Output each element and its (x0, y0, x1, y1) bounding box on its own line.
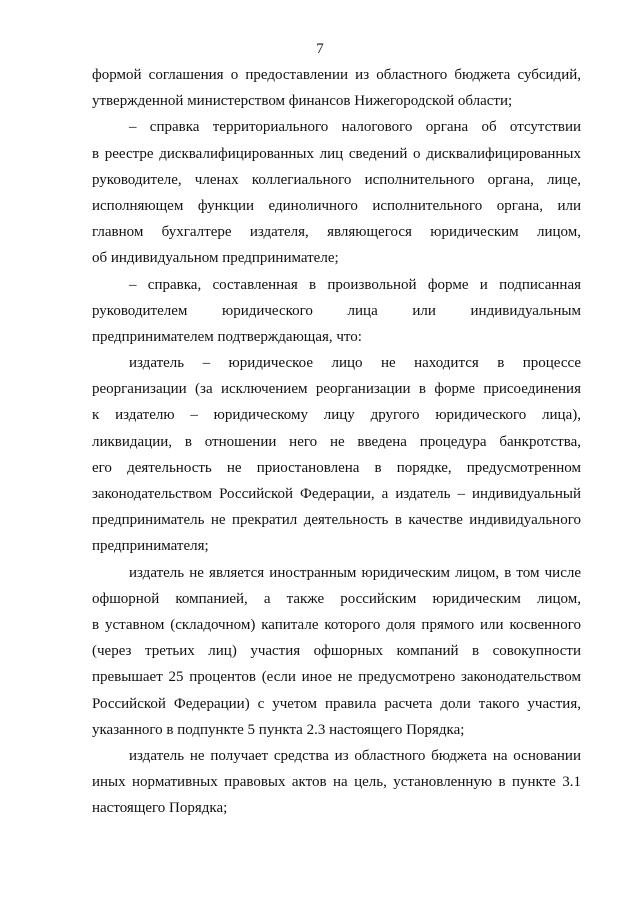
text-line: превышает 25 процентов (если иное не предусмотрено законодательством (92, 669, 581, 686)
text-line: в реестре дисквалифицированных лиц сведений о дисквалифицированных (92, 145, 581, 162)
text-line: – справка территориального налогового органа об отсутствии (129, 119, 581, 136)
text-line: издатель – юридическое лицо не находится в процессе (129, 355, 581, 372)
text-line: его деятельность не приостановлена в порядке, предусмотренном (92, 459, 581, 476)
text-line: ликвидации, в отношении него не введена процедура банкротства, (92, 433, 581, 450)
text-line: настоящего Порядка; (92, 800, 228, 817)
text-line: предприниматель не прекратил деятельность в качестве индивидуального (92, 512, 581, 529)
text-line: предпринимателя; (92, 538, 209, 555)
text-line: в уставном (складочном) капитале которого доля прямого или косвенного (92, 616, 581, 633)
paragraph (92, 743, 581, 822)
text-line: иных нормативных правовых актов на цель, установленную в пункте 3.1 (92, 774, 581, 791)
paragraph (92, 560, 581, 743)
text-line: руководителем юридического лица или индивидуальным (92, 302, 581, 319)
text-line: формой соглашения о предоставлении из областного бюджета субсидий, (92, 67, 581, 83)
text-line: – справка, составленная в произвольной форме и подписанная (129, 276, 581, 293)
text-line: издатель не является иностранным юридическим лицом, в том числе (129, 564, 581, 581)
text-line: утвержденной министерством финансов Нижегородской области; (92, 93, 513, 110)
text-line: реорганизации (за исключением реорганизации в форме присоединения (92, 381, 581, 398)
document-body (92, 62, 581, 821)
text-line: издатель не получает средства из областного бюджета на основании (129, 747, 581, 764)
text-line: к издателю – юридическому лицу другого юридического лица), (92, 407, 581, 424)
text-line: законодательством Российской Федерации, а издатель – индивидуальный (92, 486, 581, 502)
text-line: (через третьих лиц) участия офшорных компаний в совокупности (92, 643, 581, 660)
text-line: указанного в подпункте 5 пункта 2.3 настоящего Порядка; (92, 721, 465, 738)
text-line: главном бухгалтере издателя, являющегося юридическим лицом, (92, 224, 581, 241)
text-line: об индивидуальном предпринимателе; (92, 250, 339, 267)
text-line: Российской Федерации) с учетом правила расчета доли такого участия, (92, 695, 581, 712)
paragraph (92, 350, 581, 560)
paragraph (92, 62, 581, 114)
text-line: предпринимателем подтверждающая, что: (92, 328, 362, 345)
page-number: 7 (316, 41, 324, 57)
text-line: руководителе, членах коллегиального исполнительного органа, лице, (92, 171, 581, 188)
text-line: исполняющем функции единоличного исполнительного органа, или (92, 197, 581, 214)
paragraph (92, 272, 581, 351)
text-line: офшорной компанией, а также российским юридическим лицом, (92, 590, 581, 607)
paragraph (92, 114, 581, 271)
